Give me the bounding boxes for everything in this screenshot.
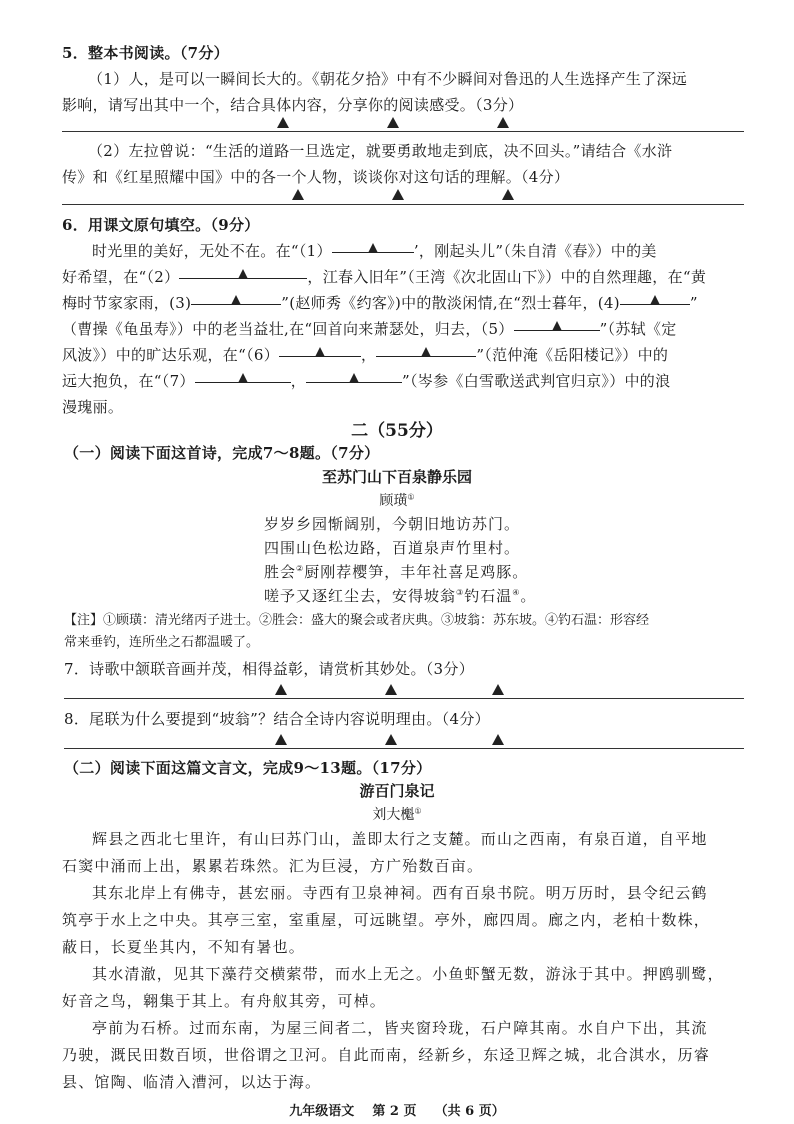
part1-intro: （一）阅读下面这首诗，完成7～8题。（7分） [64,444,380,462]
prose-p4-line3: 县、馆陶、临清入漕河，以达于海。 [62,1073,322,1091]
answer-marker-icon [650,295,660,305]
q5-1-answer-line[interactable] [62,131,744,132]
answer-marker-icon [392,189,404,200]
q6-line1: 时光里的美好，无处不在。在“（1） ’，刚起头儿”（朱自清《春》）中的美 [92,238,657,264]
blank-7a[interactable] [195,366,291,383]
prose-title: 游百门泉记 [359,782,435,800]
q6-line5: 风波》）中的旷达乐观，在“（6） ， ”（范仲淹《岳阳楼记》）中的 [62,342,668,368]
blank-1[interactable] [332,236,414,253]
answer-marker-icon [275,684,287,695]
poem-line2: 四围山色松边路，百道泉声竹里村。 [264,539,521,557]
blank-5[interactable] [514,314,600,331]
q5-1-text-line1: （1）人，是可以一瞬间长大的。《朝花夕拾》中有不少瞬间对鲁迅的人生选择产生了深远 [88,70,688,88]
answer-marker-icon [231,295,241,305]
q6-heading: 6．用课文原句填空。（9分） [62,216,260,234]
q8-answer-line[interactable] [64,748,744,749]
prose-p2-line1: 其东北岸上有佛寺，甚宏丽。寺西有卫泉神祠。西有百泉书院。明万历时，县令纪云鹤 [92,884,708,902]
blank-7b[interactable] [306,366,402,383]
q5-heading: 5．整本书阅读。（7分） [62,44,229,62]
poem-author: 顾璜① [379,492,415,509]
footer-page: 第 2 页 [372,1104,417,1119]
poem-line4: 嗟予又逐红尘去，安得坡翁③钓石温④。 [264,587,537,605]
q8-text: 8．尾联为什么要提到“坡翁”？结合全诗内容说明理由。（4分） [64,710,490,728]
answer-marker-icon [497,117,509,128]
prose-p3-line1: 其水清澈，见其下藻荇交横萦带，而水上无之。小鱼虾蟹无数，游泳于其中。押鸥驯鹭， [92,965,724,983]
answer-marker-icon [421,347,431,357]
poem-note-line1: 【注】①顾璜：清光绪丙子进士。②胜会：盛大的聚会或者庆典。③坡翁：苏东坡。④钓石温：形容经 [64,613,650,628]
q6-line6: 远大抱负，在“（7） ， ”（岑参《白雪歌送武判官归京》）中的浪 [62,368,670,394]
poem-title: 至苏门山下百泉静乐园 [321,468,472,486]
prose-p1-line1: 辉县之西北七里许，有山曰苏门山，盖即太行之支麓。而山之西南，有泉百道，自平地 [92,830,708,848]
blank-6b[interactable] [376,340,476,357]
answer-marker-icon [277,117,289,128]
q5-1-text-line2: 影响，请写出其中一个，结合具体内容，分享你的阅读感受。（3分） [62,96,524,114]
blank-2[interactable] [179,262,307,279]
prose-p4-line1: 亭前为石桥。过而东南，为屋三间者二，皆夹窗玲珑，石户障其南。水自户下出，其流 [92,1019,708,1037]
section-title: 二（55分） [351,421,443,441]
prose-p3-line2: 好音之鸟，翱集于其上。有舟舣其旁，可棹。 [62,992,387,1010]
q6-line4: （曹操《龟虽寿》）中的老当益壮,在“回首向来萧瑟处，归去，（5） ”（苏轼《定 [62,316,677,342]
answer-marker-icon [238,373,248,383]
q5-2-text-line2: 传》和《红星照耀中国》中的各一个人物，谈谈你对这句话的理解。（4分） [62,168,570,186]
blank-6a[interactable] [279,340,361,357]
q6-line7: 漫瑰丽。 [62,398,124,416]
answer-marker-icon [315,347,325,357]
answer-marker-icon [292,189,304,200]
prose-author: 刘大櫆① [372,806,422,823]
poem-line1: 岁岁乡园惭阔别，今朝旧地访苏门。 [264,515,521,533]
q5-2-answer-line[interactable] [62,204,744,205]
prose-p2-line3: 蔽日，长夏坐其内，不知有暑也。 [62,938,306,956]
answer-marker-icon [492,684,504,695]
answer-marker-icon [238,269,248,279]
prose-p2-line2: 筑亭于水上之中央。其亭三室，室重屋，可远眺望。亭外，廊四周。廊之内，老柏十数株， [62,911,711,929]
answer-marker-icon [387,117,399,128]
blank-3[interactable] [191,288,281,305]
answer-marker-icon [349,373,359,383]
page-footer [0,1100,794,1119]
poem-note-line2: 常来垂钓，连所坐之石都温暖了。 [64,635,260,650]
answer-marker-icon [385,684,397,695]
blank-4[interactable] [620,288,690,305]
q6-line2: 好希望，在“（2） ，江春入旧年”（王湾《次北固山下》）中的自然理趣，在“黄 [62,264,706,290]
q6-line3: 梅时节家家雨，(3) ”(赵师秀《约客》)中的散淡闲情,在“烈士暮年，(4) ” [62,290,698,316]
answer-marker-icon [502,189,514,200]
answer-marker-icon [492,734,504,745]
q7-text: 7．诗歌中颔联音画并茂，相得益彰，请赏析其妙处。（3分） [64,660,474,678]
answer-marker-icon [275,734,287,745]
answer-marker-icon [368,243,378,253]
answer-marker-icon [385,734,397,745]
prose-p1-line2: 石窦中涌而上出，累累若珠然。汇为巨浸，方广殆数百亩。 [62,857,484,875]
q5-2-text-line1: （2）左拉曾说：“生活的道路一旦选定，就要勇敢地走到底，决不回头。”请结合《水浒 [88,142,673,160]
q7-answer-line[interactable] [64,698,744,699]
prose-p4-line2: 乃驶，溉民田数百顷，世俗谓之卫河。自此而南，经新乡，东迳卫辉之城，北合淇水，历睿 [62,1046,711,1064]
answer-marker-icon [552,321,562,331]
part2-intro: （二）阅读下面这篇文言文，完成9～13题。（17分） [64,759,432,777]
poem-line3: 胜会②厨刚荐樱笋，丰年社喜足鸡豚。 [264,563,529,581]
footer-total: （共 6 页） [434,1104,505,1119]
footer-subject: 九年级语文 [289,1104,355,1119]
